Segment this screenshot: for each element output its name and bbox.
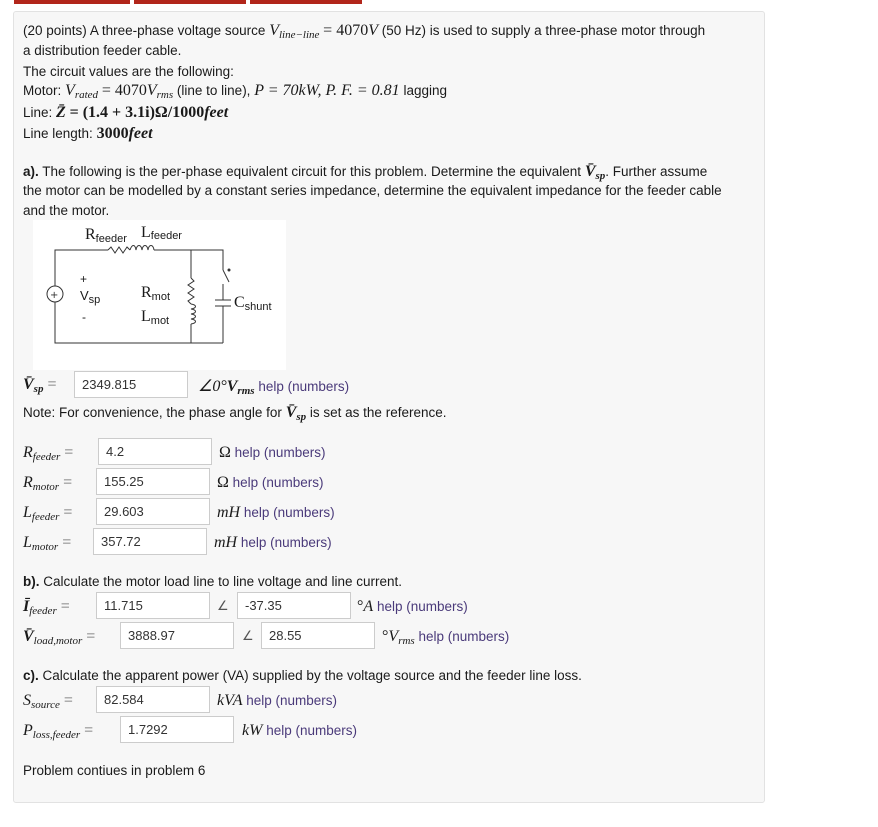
help-link-r-motor[interactable]: help (numbers) [232,475,324,490]
label-vsp: $V_{sp}$ [80,288,101,306]
l-feeder-input[interactable]: 29.603 [96,498,210,525]
i-feeder-angle-symbol: ∠ [217,599,229,614]
help-link-v-load[interactable]: help (numbers) [418,629,510,644]
i-feeder-angle-input[interactable]: -37.35 [237,592,351,619]
wire-top-right [154,250,191,278]
help-link-p-loss[interactable]: help (numbers) [266,723,357,738]
r-motor-unit: Ω help (numbers) [217,474,324,491]
p-loss-input[interactable]: 1.7292 [120,716,234,743]
top-tab-3 [250,0,362,4]
top-tab-2 [134,0,246,4]
part-a-text-2: the motor can be modelled by a constant series impedance, determine the equivalent impedance for the feeder cable [23,183,722,198]
vsp-angle-unit: $\angle 0^\circ V_{rms}$ help (numbers) [198,378,350,397]
s-source-unit: kVA help (numbers) [217,692,338,709]
help-link-vsp[interactable]: help (numbers) [258,379,350,394]
r-feeder-label: $R_{feeder}$ = [23,444,74,463]
l-feeder-unit: mH help (numbers) [217,504,335,521]
resistor-feeder [108,247,130,253]
label-r-feeder: $R_{feeder}$ [85,226,127,245]
help-link-s-source[interactable]: help (numbers) [246,693,338,708]
v-load-angle-input[interactable]: 28.55 [261,622,375,649]
part-b-text: b). Calculate the motor load line to line voltage and line current. [23,574,402,589]
vsp-input[interactable]: 2349.815 [74,371,188,398]
v-load-unit: $^\circ V_{rms}$ help (numbers) [382,628,510,647]
label-r-mot: $R_{mot}$ [141,284,171,303]
part-a-text-3: and the motor. [23,203,110,218]
inductor-motor [191,304,196,324]
i-feeder-label: $Ī_{feeder}$ = [23,598,70,617]
l-motor-unit: mH help (numbers) [214,534,332,551]
r-motor-input[interactable]: 155.25 [96,468,210,495]
motor-line: Motor: $V_{rated} = 4070V_{rms}$ (line to line), P = 70kW, P. F. = 0.81 lagging [23,82,447,101]
part-c-text: c). Calculate the apparent power (VA) supplied by the voltage source and the feeder line loss. [23,668,582,683]
label-minus: - [82,310,86,324]
inductor-feeder [130,246,154,251]
part-a-text-1: a). The following is the per-phase equivalent circuit for this problem. Determine the equivalent $V̄_{sp}$. Further assume [23,163,708,182]
line-impedance: Line: Z̄ = (1.4 + 3.1i)Ω/1000feet [23,104,229,121]
source-plus-sign: + [50,290,59,301]
label-l-mot: $L_{mot}$ [141,308,170,327]
help-link-r-feeder[interactable]: help (numbers) [234,445,326,460]
v-load-label: $V̄_{load,motor}$ = [23,628,96,647]
wire-switch [191,250,223,270]
line-length: Line length: 3000feet [23,125,153,142]
r-motor-label: $R_{motor}$ = [23,474,73,493]
label-c-shunt: $C_{shunt}$ [234,294,272,313]
p-loss-label: $P_{loss,feeder}$ = [23,722,94,741]
v-load-mag-input[interactable]: 3888.97 [120,622,234,649]
l-feeder-label: $L_{feeder}$ = [23,504,73,523]
question-card [13,11,765,803]
l-motor-label: $L_{motor}$ = [23,534,72,553]
s-source-label: $S_{source}$ = [23,692,73,711]
label-l-feeder: Lfeeder [141,224,182,242]
wire-left-top [55,250,108,262]
v-load-angle-symbol: ∠ [242,629,254,644]
capacitor-shunt [215,284,231,343]
i-feeder-mag-input[interactable]: 11.715 [96,592,210,619]
circuit-values-label: The circuit values are the following: [23,64,234,79]
switch [223,270,229,282]
help-link-i-feeder[interactable]: help (numbers) [376,599,468,614]
s-source-input[interactable]: 82.584 [96,686,210,713]
intro-line-1: (20 points) A three-phase voltage source $V_{line-line} = 4070V$ (50 Hz) is used to supply a three-phase motor through [23,22,706,41]
i-feeder-unit: °A help (numbers) [357,598,468,615]
intro-line-2: a distribution feeder cable. [23,43,182,58]
footer-note: Problem contiues in problem 6 [23,763,206,778]
vsp-label: $V̄_{sp}$ = [23,376,57,395]
reference-note: Note: For convenience, the phase angle for $V̄_{sp}$ is set as the reference. [23,404,447,423]
p-loss-unit: kW help (numbers) [242,722,357,739]
r-feeder-unit: Ω help (numbers) [219,444,326,461]
l-motor-input[interactable]: 357.72 [93,528,207,555]
label-plus: + [80,272,88,286]
resistor-motor [188,278,194,304]
switch-terminal [228,269,231,272]
r-feeder-input[interactable]: 4.2 [98,438,212,465]
top-tab-1 [14,0,130,4]
help-link-l-feeder[interactable]: help (numbers) [243,505,335,520]
circuit-diagram [33,220,286,370]
help-link-l-motor[interactable]: help (numbers) [240,535,332,550]
